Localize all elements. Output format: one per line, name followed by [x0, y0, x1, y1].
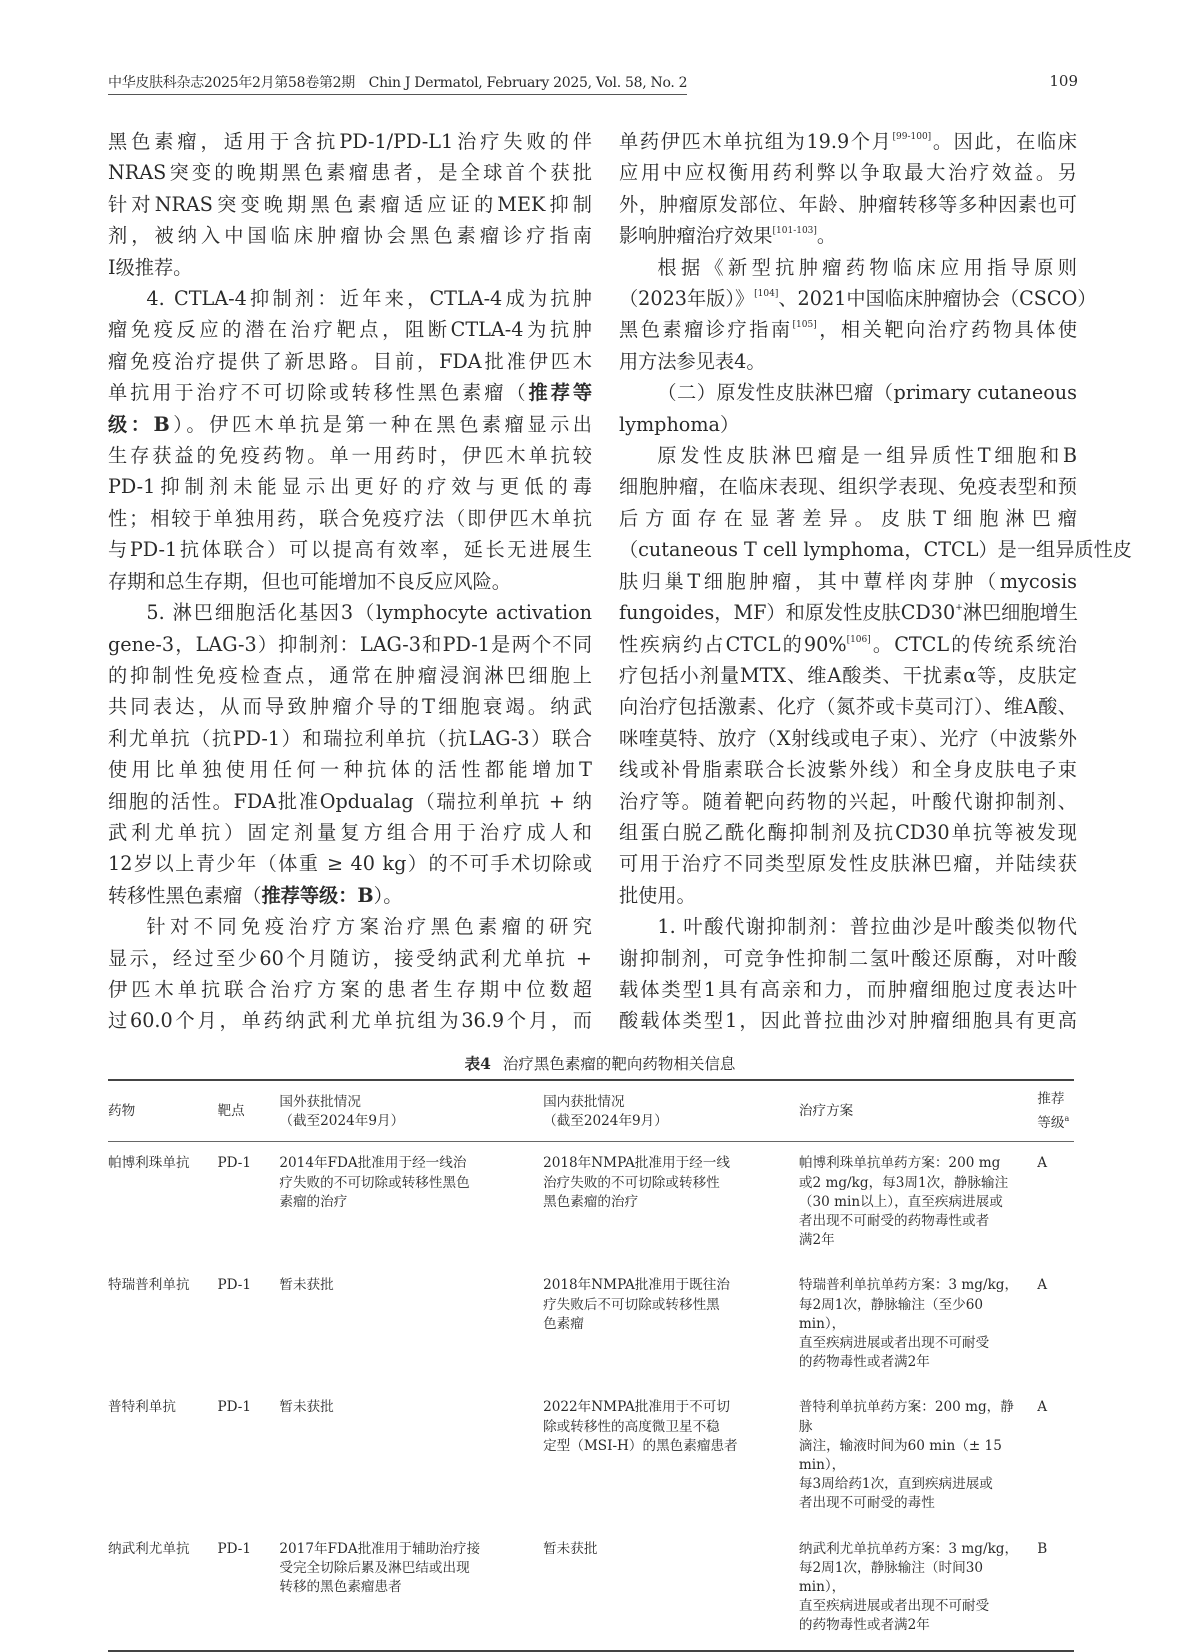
text-line	[108, 377, 592, 408]
text-line: 根据《新型抗肿瘤药物临床应用指导原则	[657, 255, 1077, 279]
cell-line: 每2周1次，静脉输注（时间30 min），	[798, 1559, 984, 1596]
text-line: 细胞的活性。FDA批准Opdualag（瑞拉利单抗 + 纳	[108, 789, 592, 813]
cell-domestic-approval	[543, 1386, 799, 1527]
table-caption	[0, 1052, 1200, 1074]
text-line	[108, 409, 592, 440]
paragraph-folate	[619, 911, 1077, 1037]
cell-line: 黑色素瘤的治疗	[543, 1193, 639, 1210]
text-line: 显示，经过至少60个月随访，接受纳武利尤单抗 +	[108, 946, 592, 970]
paragraph-lymphoma	[619, 440, 1132, 911]
text-fragment: ）。伊匹木单抗是第一种在黑色素瘤显示出	[169, 412, 592, 436]
cell-line: 特瑞普利单抗单药方案：3 mg/kg，	[798, 1277, 1019, 1294]
text-line: NRAS突变的晚期黑色素瘤患者，是全球首个获批	[108, 161, 592, 185]
text-line: 12岁以上青少年（体重 ≥ 40 kg）的不可手术切除或	[108, 852, 592, 876]
text-line: 的抑制性免疫检查点，通常在肿瘤浸润淋巴细胞上	[108, 663, 592, 687]
text-fragment: 影响肿瘤治疗效果	[619, 224, 773, 248]
cell-line: 定型（MSI-H）的黑色素瘤患者	[543, 1437, 738, 1454]
recommendation-grade: 推荐等	[528, 381, 593, 405]
cell-line: 转移的黑色素瘤患者	[279, 1579, 402, 1596]
cell-domestic-approval	[543, 1142, 799, 1265]
cell-line: 2018年NMPA批准用于既往治	[543, 1277, 730, 1294]
footnote-marker: a	[1064, 1114, 1070, 1124]
header-domestic-approval	[543, 1080, 799, 1142]
text-fragment: 单抗用于治疗不可切除或转移性黑色素瘤（	[108, 381, 529, 405]
text-line: 与PD-1抗体联合）可以提高有效率，延长无进展生	[108, 538, 592, 562]
text-line: 后方面存在显著差异。皮肤T细胞淋巴瘤	[619, 506, 1077, 530]
superscript: +	[955, 603, 963, 614]
citation-ref[interactable]: [106]	[846, 634, 871, 645]
text-line	[619, 314, 1077, 345]
cell-line: 疗失败后不可切除或转移性黑	[543, 1296, 720, 1313]
cell-line: 者出现不可耐受的药物毒性或者	[798, 1213, 990, 1230]
header-text: （截至2024年9月）	[543, 1112, 668, 1129]
text-line	[108, 880, 592, 911]
header-target: 靶点	[217, 1103, 245, 1120]
left-column	[108, 126, 592, 1037]
paragraph-guidelines	[619, 252, 1097, 378]
citation-ref[interactable]: [105]	[792, 320, 817, 331]
cell-line: 者出现不可耐受的毒性	[798, 1495, 935, 1512]
text-fragment: 淋巴细胞增生	[962, 601, 1078, 625]
cell-target: PD-1	[217, 1540, 252, 1557]
journal-citation: 中华皮肤科杂志2025年2月第58卷第2期 Chin J Dermatol, February 2025, Vol. 58, No. 2	[108, 72, 687, 95]
text-line: 细胞肿瘤，在临床表现、组织学表现、免疫表型和预	[619, 475, 1077, 499]
text-fragment: ，相关靶向治疗药物具体使	[816, 318, 1078, 342]
text-fragment: 。CTCL的传统系统治	[870, 632, 1077, 656]
text-fragment: 。因此，在临床	[931, 130, 1077, 153]
table-label: 表4	[464, 1054, 491, 1073]
text-fragment: 、2021中国临床肿瘤协会（CSCO）	[778, 287, 1097, 311]
text-line: 1. 叶酸代谢抑制剂：普拉曲沙是叶酸类似物代	[657, 915, 1077, 939]
text-line: 可用于治疗不同类型原发性皮肤淋巴瘤，并陆续获	[619, 852, 1077, 876]
cell-line: 每2周1次，静脉输注（至少60 min），	[798, 1296, 984, 1332]
cell-line: 2018年NMPA批准用于经一线	[543, 1155, 730, 1172]
text-line: 针对NRAS突变晚期黑色素瘤适应证的MEK抑制	[108, 192, 592, 216]
cell-line: 每3周给药1次，直到疾病进展或	[798, 1476, 993, 1493]
cell-domestic-approval	[543, 1528, 799, 1651]
text-line: 外，肿瘤原发部位、年龄、肿瘤转移等多种因素也可	[619, 192, 1077, 216]
cell-drug: 普特利单抗	[108, 1399, 176, 1416]
text-line: 批使用。	[619, 883, 696, 907]
text-line	[619, 597, 1077, 628]
cell-line: 疗失败的不可切除或转移性黑色	[279, 1174, 470, 1191]
table-row	[108, 1142, 1074, 1265]
header-text: 国内获批情况	[543, 1093, 625, 1110]
cell-line: 纳武利尤单抗单药方案：3 mg/kg，	[798, 1540, 1019, 1557]
cell-domestic-approval	[543, 1264, 799, 1386]
text-fragment: 性疾病约占CTCL的90%	[619, 632, 847, 656]
cell-line: 的药物毒性或者满2年	[798, 1354, 930, 1371]
text-line: 治疗等。随着靶向药物的兴起，叶酸代谢抑制剂、	[619, 789, 1077, 813]
cell-line: 满2年	[798, 1232, 835, 1249]
text-line: 载体类型1具有高亲和力，而肿瘤细胞过度表达叶	[619, 977, 1077, 1001]
text-line: 谢抑制剂，可竞争性抑制二氢叶酸还原酶，对叶酸	[619, 946, 1077, 970]
text-line: 用方法参见表4。	[619, 349, 766, 373]
cell-foreign-approval	[279, 1528, 543, 1651]
text-line: 咪喹莫特、放疗（X射线或电子束）、光疗（中波紫外	[619, 726, 1077, 750]
paragraph-survival	[108, 911, 592, 1037]
text-line	[619, 629, 1077, 660]
cell-line: 素瘤的治疗	[279, 1193, 348, 1210]
cell-regimen	[799, 1142, 1037, 1265]
cell-line: （30 min以上），直至疾病进展或	[798, 1193, 1003, 1210]
text-line: 肤归巢T细胞肿瘤，其中蕈样肉芽肿（mycosis	[619, 569, 1077, 593]
citation-ref[interactable]: [104]	[754, 289, 779, 300]
cell-line: 色素瘤	[543, 1315, 584, 1332]
header-text: （截至2024年9月）	[279, 1112, 405, 1129]
table-row	[108, 1386, 1074, 1527]
table-row	[108, 1528, 1074, 1651]
text-line: 组蛋白脱乙酰化酶抑制剂及抗CD30单抗等被发现	[619, 820, 1077, 844]
header-regimen: 治疗方案	[798, 1103, 854, 1120]
citation-ref[interactable]: [99-100]	[892, 132, 932, 142]
text-fragment: 转移性黑色素瘤（	[108, 883, 262, 907]
text-fragment: ）。	[373, 883, 403, 907]
text-line: 武利尤单抗）固定剂量复方组合用于治疗成人和	[108, 820, 592, 844]
table-header-row	[108, 1080, 1074, 1142]
recommendation-grade: 级：B	[108, 412, 170, 436]
text-line: （cutaneous T cell lymphoma，CTCL）是一组异质性皮	[619, 538, 1132, 562]
text-line: 瘤免疫反应的潜在治疗靶点，阻断CTLA-4为抗肿	[108, 318, 592, 342]
cell-line: 直至疾病进展或者出现不可耐受	[798, 1598, 990, 1615]
text-line: 5. 淋巴细胞活化基因3（lymphocyte activation	[146, 601, 592, 625]
cell-line: 暂未获批	[543, 1540, 598, 1557]
text-line: 黑色素瘤，适用于含抗PD-1/PD-L1治疗失败的伴	[108, 130, 592, 153]
text-line: 向治疗包括激素、化疗（氮芥或卡莫司汀）、维A酸、	[619, 695, 1077, 719]
cell-line: 普特利单抗单药方案：200 mg，静脉	[798, 1399, 1014, 1435]
text-line: 针对不同免疫治疗方案治疗黑色素瘤的研究	[146, 915, 592, 939]
text-fragment: （2023年版）》	[619, 287, 755, 311]
text-line: 存期和总生存期，但也可能增加不良反应风险。	[108, 569, 511, 593]
text-line	[619, 126, 1077, 157]
text-line: Ⅰ级推荐。	[108, 255, 193, 279]
cell-line: 2014年FDA批准用于经一线治	[279, 1155, 467, 1172]
cell-line: 的药物毒性或者满2年	[798, 1617, 930, 1634]
text-fragment: 。	[816, 224, 837, 248]
cell-drug: 特瑞普利单抗	[108, 1277, 190, 1294]
text-line: lymphoma）	[619, 412, 740, 436]
cell-foreign-approval	[279, 1142, 543, 1265]
cell-foreign-approval	[279, 1386, 543, 1527]
cell-line: 暂未获批	[279, 1399, 334, 1416]
table-title: 治疗黑色素瘤的靶向药物相关信息	[502, 1055, 736, 1073]
text-line: 线或补骨脂素联合长波紫外线）和全身皮肤电子束	[619, 758, 1077, 782]
paragraph-survival-cont	[619, 126, 1077, 252]
cell-drug: 帕博利珠单抗	[108, 1155, 190, 1172]
page-number: 109	[1049, 72, 1078, 90]
paragraph-ctla4	[108, 283, 592, 597]
text-line: 伊匹木单抗联合治疗方案的患者生存期中位数超	[108, 977, 592, 1001]
cell-line: 2017年FDA批准用于辅助治疗接	[279, 1540, 481, 1557]
text-line: 过60.0个月，单药纳武利尤单抗组为36.9个月，而	[108, 1009, 592, 1033]
recommendation-grade: 推荐等级：B	[261, 883, 374, 907]
paragraph-lag3	[108, 597, 592, 911]
cell-regimen	[799, 1528, 1037, 1651]
header-drug: 药物	[108, 1103, 136, 1120]
text-line	[619, 283, 1097, 314]
text-line: 使用比单独使用任何一种抗体的活性都能增加T	[108, 758, 592, 782]
cell-line: 帕博利珠单抗单药方案：200 mg	[798, 1155, 1001, 1172]
text-line: gene-3，LAG-3）抑制剂：LAG-3和PD-1是两个不同	[108, 632, 592, 656]
text-fragment: 单药伊匹木单抗组为19.9个月	[619, 130, 893, 153]
text-line: 瘤免疫治疗提供了新思路。目前，FDA批准伊匹木	[108, 349, 592, 373]
cell-line: 治疗失败的不可切除或转移性	[543, 1174, 720, 1191]
cell-target: PD-1	[217, 1277, 252, 1294]
header-grade	[1037, 1080, 1074, 1142]
text-line: 应用中应权衡用药利弊以争取最大治疗效益。另	[619, 161, 1077, 185]
text-line: 4. CTLA-4抑制剂：近年来，CTLA-4成为抗肿	[146, 287, 592, 311]
cell-grade: A	[1037, 1155, 1048, 1172]
table-row	[108, 1264, 1074, 1386]
citation-ref[interactable]: [101-103]	[772, 226, 817, 237]
header-foreign-approval	[279, 1080, 543, 1142]
cell-grade: A	[1037, 1399, 1048, 1416]
cell-regimen	[799, 1264, 1037, 1386]
cell-regimen	[799, 1386, 1037, 1527]
text-line: 疗包括小剂量MTX、维A酸类、干扰素α等，皮肤定	[619, 663, 1077, 687]
cell-line: 受完全切除后累及淋巴结或出现	[279, 1559, 470, 1576]
cell-target: PD-1	[217, 1399, 252, 1416]
text-line: （二）原发性皮肤淋巴瘤（primary cutaneous	[657, 381, 1077, 405]
cell-line: 除或转移性的高度微卫星不稳	[543, 1418, 720, 1435]
text-fragment: 黑色素瘤诊疗指南	[619, 318, 793, 342]
cell-drug: 纳武利尤单抗	[108, 1540, 190, 1557]
right-column	[619, 126, 1132, 1037]
cell-grade: A	[1037, 1277, 1048, 1294]
cell-foreign-approval	[279, 1264, 543, 1386]
drug-table	[108, 1079, 1074, 1652]
header-text: 推荐	[1037, 1091, 1065, 1107]
text-line: 酸载体类型1，因此普拉曲沙对肿瘤细胞具有更高	[619, 1009, 1077, 1033]
header-text: 等级	[1037, 1115, 1065, 1132]
cell-line: 暂未获批	[279, 1277, 334, 1294]
text-line: 利尤单抗（抗PD-1）和瑞拉利单抗（抗LAG-3）联合	[108, 726, 592, 750]
header-text: 国外获批情况	[279, 1093, 361, 1110]
running-header	[108, 72, 1078, 96]
text-line: 生存获益的免疫药物。单一用药时，伊匹木单抗较	[108, 444, 592, 468]
text-line: 性；相较于单独用药，联合免疫疗法（即伊匹木单抗	[108, 506, 592, 530]
text-line: PD-1抑制剂未能显示出更好的疗效与更低的毒	[108, 475, 592, 499]
section-heading	[619, 377, 1077, 440]
cell-line: 滴注，输液时间为60 min（± 15 min），	[798, 1437, 1002, 1474]
cell-line: 2022年NMPA批准用于不可切	[543, 1399, 730, 1416]
text-fragment: fungoides，MF）和原发性皮肤CD30	[619, 601, 956, 625]
cell-target: PD-1	[217, 1155, 252, 1172]
text-line: 共同表达，从而导致肿瘤介导的T细胞衰竭。纳武	[108, 695, 592, 719]
cell-line: 或2 mg/kg，每3周1次，静脉输注	[798, 1174, 1009, 1191]
cell-line: 直至疾病进展或者出现不可耐受	[798, 1335, 990, 1352]
text-line: 原发性皮肤淋巴瘤是一组异质性T细胞和B	[657, 444, 1077, 468]
text-line	[619, 220, 1077, 251]
cell-grade: B	[1037, 1540, 1048, 1557]
text-line: 剂，被纳入中国临床肿瘤协会黑色素瘤诊疗指南	[108, 224, 592, 248]
paragraph-mek	[108, 126, 592, 283]
